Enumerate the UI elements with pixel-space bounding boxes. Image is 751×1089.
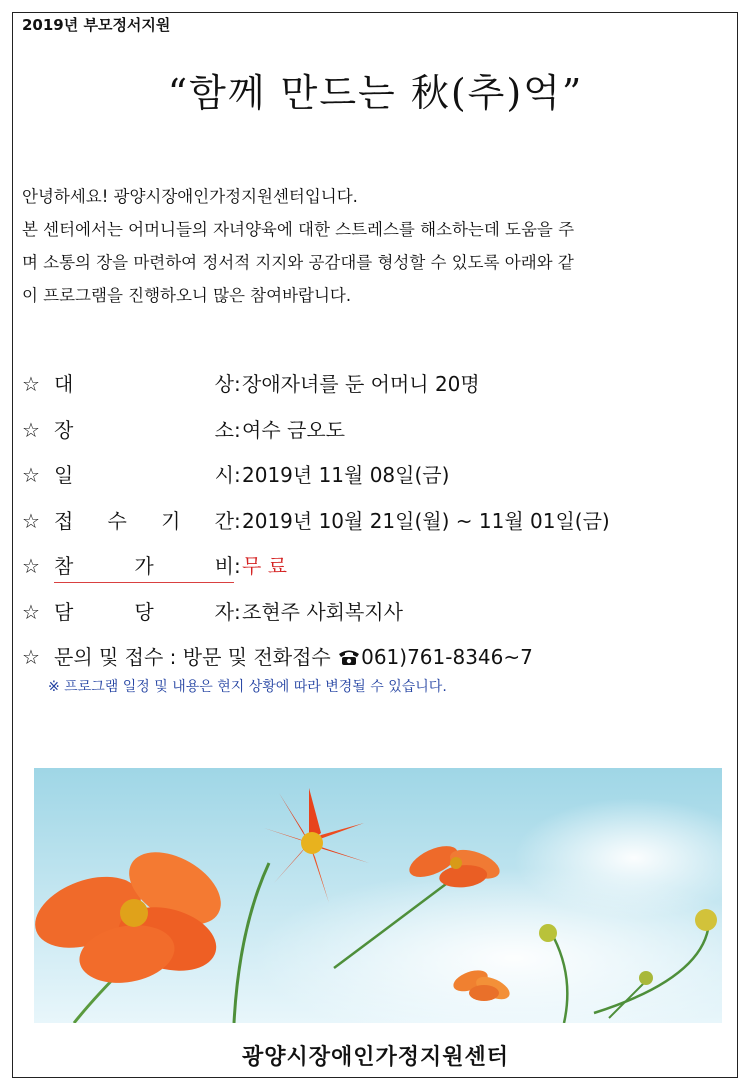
fee-value: 무 료 — [242, 554, 287, 578]
detail-value: 장애자녀를 둔 어머니 20명 — [242, 372, 480, 396]
star-icon: ☆ — [22, 599, 40, 624]
intro-line: 이 프로그램을 진행하오니 많은 참여바랍니다. — [22, 286, 352, 305]
detail-label: 문의 및 접수 : — [54, 645, 177, 669]
organization-footer: 광양시장애인가정지원센터 — [241, 1045, 510, 1070]
contact-line — [54, 639, 533, 675]
detail-label: 담 당 자 — [54, 599, 234, 624]
detail-label: 장 소 — [54, 417, 234, 442]
detail-label: 일 시 — [54, 463, 234, 487]
document-header: 2019년 부모정서지원 — [22, 16, 171, 34]
cosmos-flowers-image — [34, 768, 722, 1023]
star-icon: ☆ — [22, 554, 40, 578]
detail-value: 2019년 10월 21일(월) ~ 11월 01일(금) — [242, 508, 610, 533]
detail-label: 참 가 비 — [54, 548, 234, 583]
phone-icon — [337, 648, 361, 666]
star-icon: ☆ — [22, 463, 40, 487]
intro-line: 본 센터에서는 어머니들의 자녀양육에 대한 스트레스를 해소하는데 도움을 주 — [22, 220, 575, 239]
star-icon: ☆ — [22, 508, 40, 533]
star-icon: ☆ — [22, 645, 40, 669]
intro-line: 안녕하세요! 광양시장애인가정지원센터입니다. — [22, 187, 358, 206]
star-icon: ☆ — [22, 417, 40, 442]
detail-value: 조현주 사회복지사 — [242, 599, 403, 624]
detail-row-place: ☆ 장 소 : 여수 금오도 — [22, 412, 732, 458]
detail-row-fee: ☆ 참 가 비 : 무 료 — [22, 548, 732, 594]
detail-row-target: ☆ 대 상 : 장애자녀를 둔 어머니 20명 — [22, 366, 732, 412]
detail-row-date: ☆ 일 시 : 2019년 11월 08일(금) — [22, 457, 732, 503]
program-details — [22, 366, 732, 685]
document-title: “함께 만드는 秋(추)억” — [167, 71, 584, 115]
detail-label: 접 수 기 간 — [54, 508, 234, 533]
detail-row-manager: ☆ 담 당 자 : 조현주 사회복지사 — [22, 594, 732, 640]
detail-value: 여수 금오도 — [242, 417, 345, 442]
intro-paragraph — [22, 180, 732, 312]
detail-value: 방문 및 전화접수 — [182, 645, 331, 669]
detail-value: 2019년 11월 08일(금) — [242, 463, 450, 487]
phone-number: 061)761-8346~7 — [361, 645, 533, 669]
star-icon: ☆ — [22, 372, 40, 396]
detail-label: 대 상 — [54, 372, 234, 396]
detail-row-period: ☆ 접 수 기 간 : 2019년 10월 21일(월) ~ 11월 01일(금) — [22, 503, 732, 549]
notice-text: ※ 프로그램 일정 및 내용은 현지 상황에 따라 변경될 수 있습니다. — [48, 679, 447, 695]
intro-line: 며 소통의 장을 마련하여 정서적 지지와 공감대를 형성할 수 있도록 아래와 같 — [22, 253, 574, 272]
